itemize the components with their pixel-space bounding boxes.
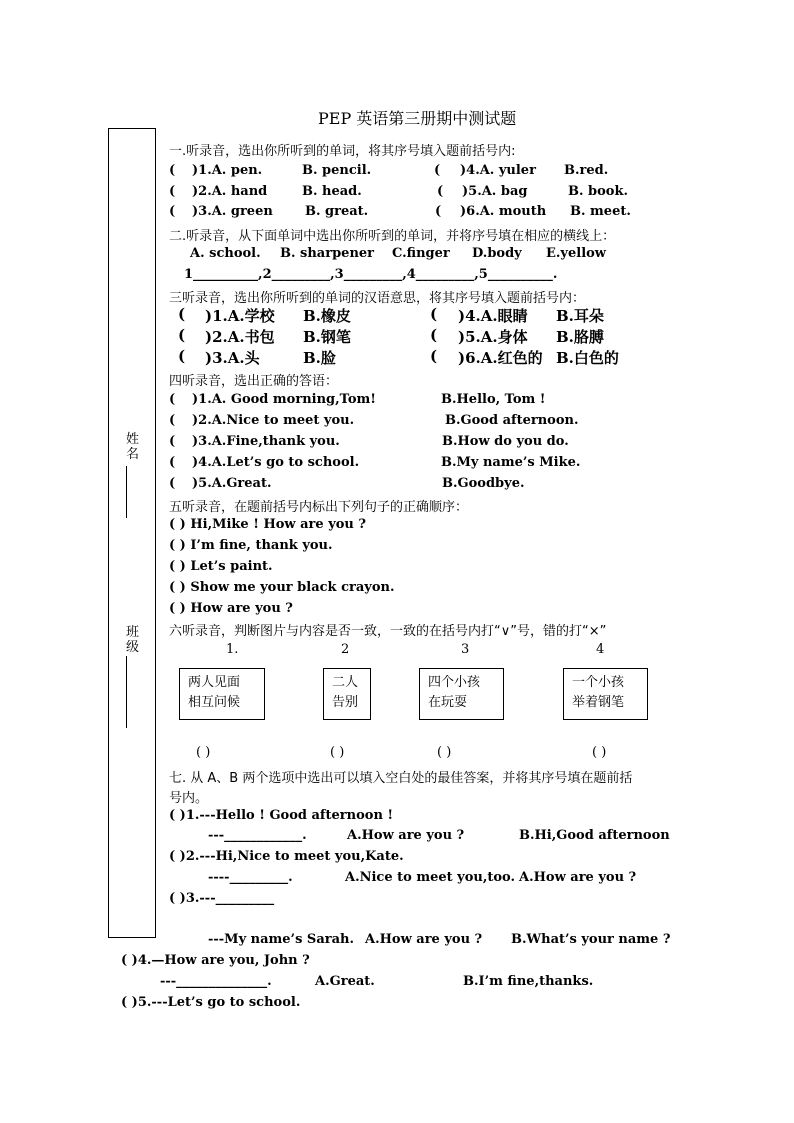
s1-row3-d: B. meet. [570, 204, 631, 219]
s3-row1-open2: ( [430, 305, 438, 323]
s3-row2-open2: ( [430, 326, 438, 344]
s7-q3-option-b: B.What’s your name ? [511, 932, 671, 947]
s7-q4-blank: ---______________. [160, 974, 272, 989]
s2-option-a: A. school. [190, 246, 261, 261]
s1-row2-d: B. book. [568, 184, 629, 199]
box-text: 二人 [332, 675, 359, 690]
s5-item: ( ) Show me your black crayon. [169, 580, 395, 595]
s7-q3-line: ---My name’s Sarah. [208, 932, 354, 947]
answer-bracket[interactable]: ( ) [196, 745, 211, 760]
picture-box-4 [563, 668, 648, 720]
s3-row2-c: )5.A.身体 [458, 328, 528, 346]
s4-row2-open: ( [169, 413, 176, 428]
answer-bracket[interactable]: ( ) [437, 745, 452, 760]
s1-row2-open2: ( [437, 184, 444, 199]
section-4-heading: 四听录音，选出正确的答语： [169, 374, 339, 389]
picture-box-3 [419, 668, 504, 720]
s3-row2-open: ( [178, 326, 186, 344]
picture-box-2 [323, 668, 371, 720]
s1-row1-d: B.red. [564, 163, 609, 178]
s1-row2-a: )2.A. hand [192, 184, 268, 199]
s7-q3-option-a: A.How are you ? [365, 932, 483, 947]
section-6-heading: 六听录音，判断图片与内容是否一致，一致的在括号内打“∨”号，错的打“×” [169, 624, 607, 639]
s1-row3-c: )6.A. mouth [460, 204, 547, 219]
s7-q1-blank: ---____________. [208, 828, 307, 843]
s7-q1-option-b: B.Hi,Good afternoon [519, 828, 670, 843]
s3-row1-open: ( [178, 305, 186, 323]
box-text: 举着钢笔 [572, 695, 625, 710]
s1-row3-b: B. great. [305, 204, 369, 219]
s3-row1-b: B.橡皮 [303, 307, 351, 325]
s7-q4-option-b: B.I’m fine,thanks. [463, 974, 594, 989]
s4-row1-b: B.Hello, Tom ! [441, 392, 546, 407]
s4-row3-open: ( [169, 434, 176, 449]
section-3-heading: 三听录音，选出你所听到的单词的汉语意思，将其序号填入题前括号内： [169, 291, 586, 306]
s1-row1-open: ( [169, 163, 176, 178]
s4-row3-a: )3.A.Fine,thank you. [192, 434, 340, 449]
s4-row2-a: )2.A.Nice to meet you. [192, 413, 355, 428]
s1-row1-a: )1.A. pen. [192, 163, 263, 178]
side-info-box [108, 128, 156, 938]
s3-row3-c: )6.A.红色的 [458, 349, 543, 367]
s4-row1-a: )1.A. Good morning,Tom! [192, 392, 376, 407]
s3-row3-b: B.脸 [303, 349, 336, 367]
s3-row1-d: B.耳朵 [556, 307, 604, 325]
s3-row3-d: B.白色的 [556, 349, 619, 367]
s4-row4-a: )4.A.Let’s go to school. [192, 455, 360, 470]
box-text: 告别 [332, 695, 359, 710]
section-1-heading: 一.听录音，选出你所听到的单词，将其序号填入题前括号内: [169, 144, 516, 159]
section-5-heading: 五听录音，在题前括号内标出下列句子的正确顺序： [169, 500, 469, 515]
s4-row2-b: B.Good afternoon. [445, 413, 579, 428]
s7-question-5: ( )5.---Let’s go to school. [121, 995, 301, 1010]
s4-row3-b: B.How do you do. [442, 434, 569, 449]
s4-row4-b: B.My name’s Mike. [441, 455, 581, 470]
s1-row2-b: B. head. [302, 184, 362, 199]
section-2-heading: 二.听录音，从下面单词中选出你所听到的单词，并将序号填在相应的横线上： [169, 229, 616, 244]
s7-question-1: ( )1.---Hello ! Good afternoon ! [169, 808, 394, 823]
s1-row2-c: )5.A. bag [462, 184, 528, 199]
s3-row3-a: )3.A.头 [205, 349, 260, 367]
name-line [126, 466, 127, 518]
box-text: 四个小孩 [428, 675, 481, 690]
s7-question-2: ( )2.---Hi,Nice to meet you,Kate. [169, 849, 404, 864]
s1-row3-open2: ( [435, 204, 442, 219]
name-label: 姓名 [126, 432, 140, 462]
s1-row1-b: B. pencil. [302, 163, 372, 178]
s2-option-c: C.finger [392, 246, 450, 261]
s7-q2-blank: ----_________. [208, 870, 293, 885]
s1-row1-open2: ( [434, 163, 441, 178]
s2-blanks: 1__________,2_________,3_________,4_________,5__________. [184, 267, 558, 282]
picture-box-1 [179, 668, 265, 720]
s3-row3-open2: ( [430, 347, 438, 365]
picture-number: 2 [341, 642, 350, 657]
s5-item: ( ) How are you ? [169, 601, 293, 616]
s1-row3-open: ( [169, 204, 176, 219]
s3-row2-b: B.钢笔 [303, 328, 351, 346]
box-text: 两人见面 [188, 675, 241, 690]
s7-question-3: ( )3.---_________ [169, 891, 275, 906]
s3-row1-c: )4.A.眼睛 [458, 307, 528, 325]
s7-q2-option-b: A.How are you ? [519, 870, 637, 885]
s4-row5-open: ( [169, 476, 176, 491]
section-7-heading-cont: 号内。 [169, 791, 209, 806]
s7-q4-option-a: A.Great. [315, 974, 375, 989]
s4-row5-a: )5.A.Great. [192, 476, 272, 491]
picture-number: 1. [226, 642, 239, 657]
picture-number: 3 [461, 642, 470, 657]
picture-number: 4 [596, 642, 605, 657]
section-7-heading: 七. 从 A、B 两个选项中选出可以填入空白处的最佳答案，并将其序号填在题前括 [169, 771, 633, 786]
class-line [126, 656, 127, 728]
s3-row2-d: B.胳膊 [556, 328, 604, 346]
s4-row1-open: ( [169, 392, 176, 407]
s3-row3-open: ( [178, 347, 186, 365]
s1-row3-a: )3.A. green [192, 204, 273, 219]
box-text: 一个小孩 [572, 675, 625, 690]
s2-option-e: E.yellow [546, 246, 606, 261]
s5-item: ( ) I’m fine, thank you. [169, 538, 333, 553]
class-label: 班级 [126, 625, 140, 655]
s5-item: ( ) Hi,Mike ! How are you ? [169, 517, 367, 532]
answer-bracket[interactable]: ( ) [330, 745, 345, 760]
s3-row1-a: )1.A.学校 [205, 307, 275, 325]
box-text: 相互问候 [188, 695, 241, 710]
s7-q2-option-a: A.Nice to meet you,too. [345, 870, 516, 885]
s4-row4-open: ( [169, 455, 176, 470]
s5-item: ( ) Let’s paint. [169, 559, 273, 574]
s1-row2-open: ( [169, 184, 176, 199]
s4-row5-b: B.Goodbye. [442, 476, 525, 491]
s7-q1-option-a: A.How are you ? [347, 828, 465, 843]
s3-row2-a: )2.A.书包 [205, 328, 275, 346]
s2-option-d: D.body [472, 246, 522, 261]
s1-row1-c: )4.A. yuler [460, 163, 536, 178]
s7-question-4: ( )4.—How are you, John ? [121, 953, 310, 968]
box-text: 在玩耍 [428, 695, 468, 710]
page-title: PEP 英语第三册期中测试题 [318, 109, 517, 128]
answer-bracket[interactable]: ( ) [592, 745, 607, 760]
s2-option-b: B. sharpener [280, 246, 375, 261]
